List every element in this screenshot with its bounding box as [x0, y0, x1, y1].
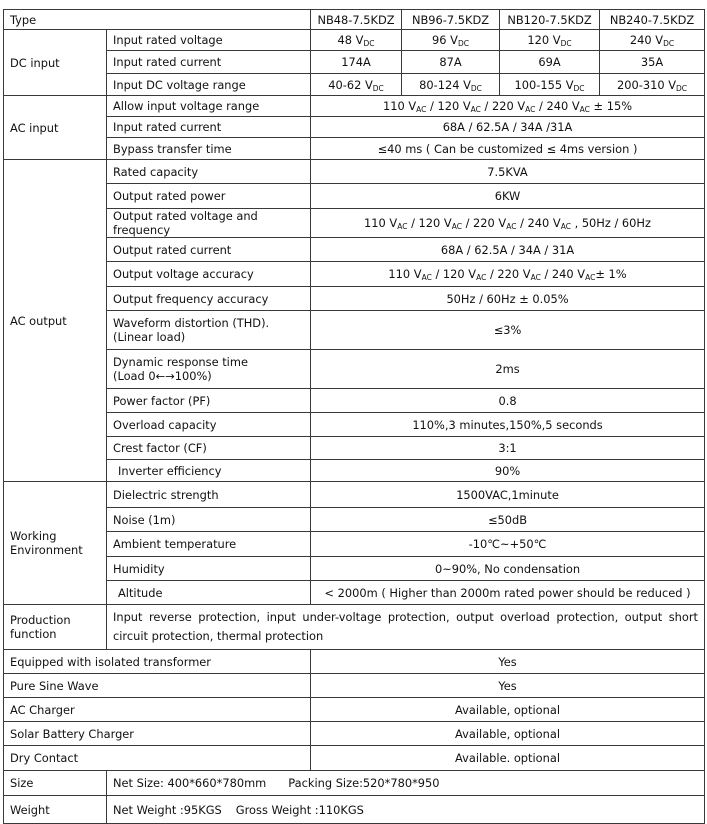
weight-label: Weight — [4, 796, 107, 824]
param-label: Crest factor (CF) — [107, 437, 311, 460]
type-header: Type — [4, 10, 311, 30]
value-cell: 0.8 — [311, 389, 705, 413]
table-row — [4, 238, 705, 262]
value-cell: 2ms — [311, 350, 705, 389]
value-cell: ≤3% — [311, 311, 705, 350]
value-cell: 110 $V_{AC} / 120$ $V_{AC} / 220$ $V_{AC} / 240$ $V_{AC} \pm 15\%$ — [311, 96, 705, 117]
table-row — [4, 460, 705, 482]
table-row — [4, 160, 705, 184]
value-cell: 174A — [311, 51, 402, 74]
param-label: Bypass transfer time — [107, 138, 311, 160]
table-row — [4, 413, 705, 437]
table-row — [4, 674, 705, 698]
value-cell: 68A / 62.5A / 34A / 31A — [311, 238, 705, 262]
table-row — [4, 287, 705, 311]
group-label-ac-output: AC output — [4, 160, 107, 482]
table-row — [4, 96, 705, 117]
group-label-working-environment — [4, 482, 107, 605]
param-label-line: (Linear load) — [113, 330, 186, 344]
model-header: NB240-7.5KDZ — [600, 10, 705, 30]
value-cell: -10℃~+50℃ — [311, 532, 705, 557]
table-row — [4, 771, 705, 796]
value-cell: 110 $V_{AC} / 120$ $V_{AC} / 220$ $V_{AC} / 240$ $V_{AC}\pm 1\%$ — [311, 262, 705, 287]
model-header: NB48-7.5KDZ — [311, 10, 402, 30]
param-label: Output frequency accuracy — [107, 287, 311, 311]
param-label: Input rated current — [107, 117, 311, 138]
value-cell: 1500VAC,1minute — [311, 482, 705, 508]
value-cell: Available, optional — [311, 722, 705, 746]
net-weight: Net Weight :95KGS — [113, 802, 222, 817]
model-header: NB96-7.5KDZ — [402, 10, 500, 30]
table-row — [4, 482, 705, 508]
table-row — [4, 389, 705, 413]
param-label: Dielectric strength — [107, 482, 311, 508]
value-cell: Available. optional — [311, 746, 705, 771]
table-row — [4, 184, 705, 209]
table-row — [4, 746, 705, 771]
size-label: Size — [4, 771, 107, 796]
value-cell: 100-155 $V_{DC}$ — [500, 74, 600, 96]
production-function-value: Input reverse protection, input under-voltage protection, output overload protection, output short circuit protection, thermal protection — [107, 605, 705, 650]
param-label: Pure Sine Wave — [4, 674, 311, 698]
param-label: Humidity — [107, 557, 311, 581]
spec-table — [3, 9, 705, 824]
model-header: NB120-7.5KDZ — [500, 10, 600, 30]
value-cell: 3:1 — [311, 437, 705, 460]
weight-value — [107, 796, 705, 824]
table-row — [4, 581, 705, 605]
value-cell: Yes — [311, 650, 705, 674]
table-row — [4, 262, 705, 287]
value-cell: < 2000m ( Higher than 2000m rated power should be reduced ) — [311, 581, 705, 605]
param-label: Ambient temperature — [107, 532, 311, 557]
param-label: Altitude — [107, 581, 311, 605]
value-cell: 110 $V_{AC} / 120$ $V_{AC} / 220$ $V_{AC} / 240$ $V_{AC}$ , 50Hz / 60Hz — [311, 209, 705, 238]
value-cell: 48 $V_{DC}$ — [311, 30, 402, 51]
param-label-line: Waveform distortion (THD). — [113, 316, 270, 330]
param-label: Dry Contact — [4, 746, 311, 771]
param-label: Input rated voltage — [107, 30, 311, 51]
value-cell: 0~90%, No condensation — [311, 557, 705, 581]
value-cell: 80-124 $V_{DC}$ — [402, 74, 500, 96]
param-label: Rated capacity — [107, 160, 311, 184]
table-row — [4, 350, 705, 389]
value-cell: 87A — [402, 51, 500, 74]
param-label: Input rated current — [107, 51, 311, 74]
table-row — [4, 508, 705, 532]
table-row — [4, 605, 705, 650]
param-label: Output rated voltage and frequency — [107, 209, 311, 238]
table-row — [4, 557, 705, 581]
table-row — [4, 51, 705, 74]
param-label: Output rated power — [107, 184, 311, 209]
group-label-line: Environment — [10, 543, 83, 557]
value-cell: 90% — [311, 460, 705, 482]
param-label: Equipped with isolated transformer — [4, 650, 311, 674]
value-cell: 35A — [600, 51, 705, 74]
table-row — [4, 698, 705, 722]
value-cell: 69A — [500, 51, 600, 74]
table-row — [4, 138, 705, 160]
value-cell: 120 $V_{DC}$ — [500, 30, 600, 51]
param-label: Overload capacity — [107, 413, 311, 437]
table-row — [4, 650, 705, 674]
param-label: AC Charger — [4, 698, 311, 722]
param-label: Inverter efficiency — [107, 460, 311, 482]
param-label: Allow input voltage range — [107, 96, 311, 117]
value-cell: 50Hz / 60Hz ± 0.05% — [311, 287, 705, 311]
group-label-ac-input: AC input — [4, 96, 107, 160]
table-row — [4, 74, 705, 96]
param-label: Output rated current — [107, 238, 311, 262]
value-cell: 40-62 $V_{DC}$ — [311, 74, 402, 96]
value-cell: 96 $V_{DC}$ — [402, 30, 500, 51]
table-row — [4, 796, 705, 824]
param-label: Solar Battery Charger — [4, 722, 311, 746]
group-label-dc-input: DC input — [4, 30, 107, 96]
size-value — [107, 771, 705, 796]
param-label: Input DC voltage range — [107, 74, 311, 96]
group-label-line: Production — [10, 613, 71, 627]
table-row — [4, 117, 705, 138]
table-row — [4, 30, 705, 51]
param-label: Noise (1m) — [107, 508, 311, 532]
value-cell: 6KW — [311, 184, 705, 209]
packing-size: Packing Size:520*780*950 — [288, 776, 440, 790]
param-label — [107, 311, 311, 350]
table-row — [4, 311, 705, 350]
production-function-label — [4, 605, 107, 650]
param-label: Power factor (PF) — [107, 389, 311, 413]
table-row — [4, 722, 705, 746]
table-row — [4, 437, 705, 460]
param-label — [107, 350, 311, 389]
value-cell: Available, optional — [311, 698, 705, 722]
table-row — [4, 532, 705, 557]
value-cell: Yes — [311, 674, 705, 698]
group-label-line: Working — [10, 529, 57, 543]
header-row — [4, 10, 705, 30]
param-label: Output voltage accuracy — [107, 262, 311, 287]
param-label-line: (Load 0←→100%) — [113, 369, 212, 383]
value-cell: ≤50dB — [311, 508, 705, 532]
value-cell: 110%,3 minutes,150%,5 seconds — [311, 413, 705, 437]
gross-weight: Gross Weight :110KGS — [235, 802, 364, 817]
value-cell: ≤40 ms ( Can be customized ≤ 4ms version ) — [311, 138, 705, 160]
value-cell: 240 $V_{DC}$ — [600, 30, 705, 51]
table-row — [4, 209, 705, 238]
net-size: Net Size: 400*660*780mm — [113, 776, 267, 790]
param-label-line: Dynamic response time — [113, 355, 248, 369]
value-cell: 68A / 62.5A / 34A /31A — [311, 117, 705, 138]
value-cell: 200-310 $V_{DC}$ — [600, 74, 705, 96]
group-label-line: function — [10, 627, 57, 641]
value-cell: 7.5KVA — [311, 160, 705, 184]
